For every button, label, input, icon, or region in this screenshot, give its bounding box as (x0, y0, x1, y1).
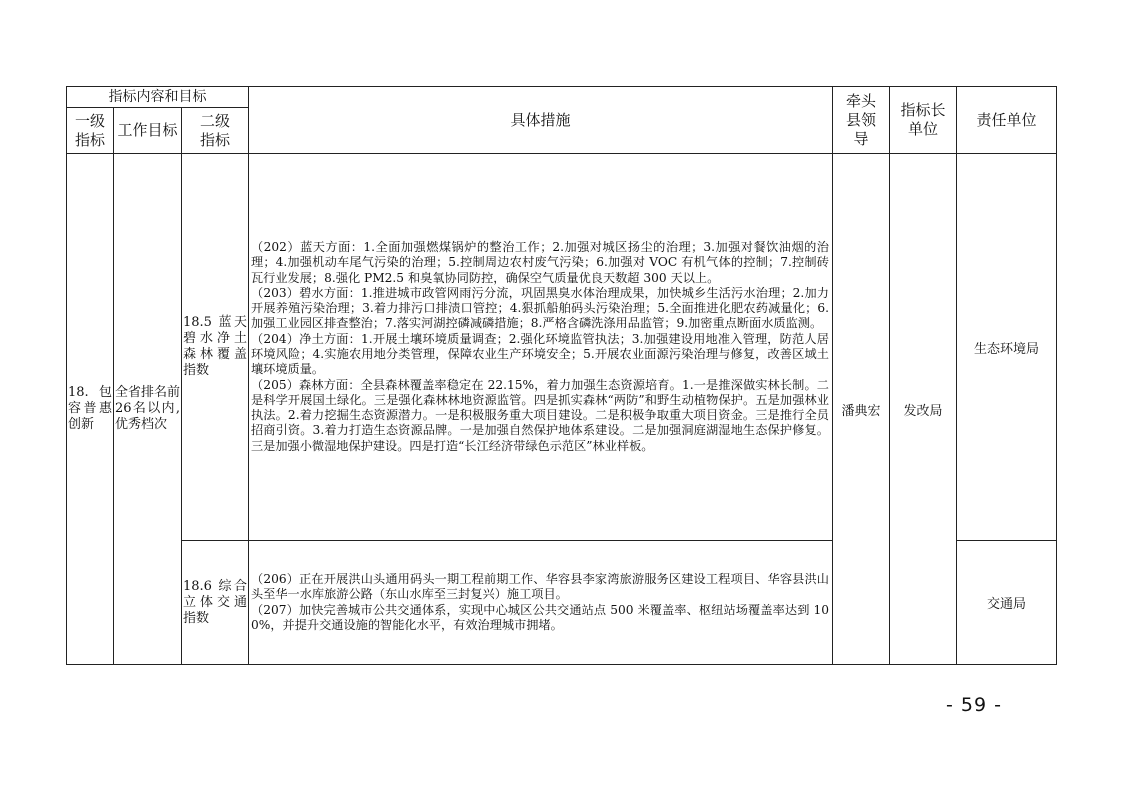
header-resp: 责任单位 (957, 87, 1057, 154)
header-level2-text: 二级指标 (199, 111, 230, 149)
measure-paragraph: （205）森林方面：全县森林覆盖率稳定在 22.15%，着力加强生态资源培育。1.一是推深做实林长制。二是科学开展国土绿化。三是强化森林林地资源监管。四是抓实森林“两防”和野生动植物保护。五是加强林业执法。2.着力挖掘生态资源潜力。一是积极服务重大项目建设。二是积极争取重大项目资金。三是推行全员招商引资。3.着力打造生态资源品牌。一是加强自然保护地体系建设。二是加强洞庭湖湿地生态保护修复。三是加强小微湿地保护建设。四是打造“长江经济带绿色示范区”林业样板。 (251, 377, 829, 453)
item-level2: 18.6 综合立体交通指数 (182, 541, 249, 665)
header-leader-text: 牵头县领导 (845, 91, 876, 148)
indicator-table (66, 86, 1057, 665)
header-level1-text: 一级指标 (74, 111, 105, 149)
header-level1 (67, 108, 114, 154)
row-leader: 潘典宏 (833, 154, 890, 665)
measure-paragraph: （202）蓝天方面：1.全面加强燃煤锅炉的整治工作；2.加强对城区扬尘的治理；3.加强对餐饮油烟的治理；4.加强机动车尾气污染的治理；5.控制周边农村废气污染；6.加强对 VOC 有机气体的控制；7.控制砖瓦行业发展；8.强化 PM2.5 和臭氧协同防控，确保空气质量优良天数超 300 天以上。 (251, 239, 829, 285)
item-level2: 18.5 蓝天碧水净土森林覆盖指数 (182, 154, 249, 541)
row-goal: 全省排名前26名以内,优秀档次 (114, 154, 182, 665)
row-owner: 发改局 (890, 154, 957, 665)
item-resp: 生态环境局 (957, 154, 1057, 541)
header-owner (890, 87, 957, 154)
item-measures (249, 154, 833, 541)
header-leader (833, 87, 890, 154)
page-number: - 59 - (946, 694, 1002, 716)
item-resp: 交通局 (957, 541, 1057, 665)
measure-paragraph: （204）净土方面：1.开展土壤环境质量调查；2.强化环境监管执法；3.加强建设用地准入管理，防范人居环境风险；4.实施农用地分类管理，保障农业生产环境安全；5.开展农业面源污染治理与修复，改善区域土壤环境质量。 (251, 331, 829, 377)
header-owner-text: 指标长单位 (900, 101, 946, 138)
measure-paragraph: （206）正在开展洪山头通用码头一期工程前期工作、华容县李家湾旅游服务区建设工程项目、华容县洪山头至华一水库旅游公路（东山水库至三封复兴）施工项目。 (251, 571, 829, 602)
header-measures: 具体措施 (249, 87, 833, 154)
header-group: 指标内容和目标 (67, 87, 249, 108)
item-measures (249, 541, 833, 665)
measure-paragraph: （207）加快完善城市公共交通体系，实现中心城区公共交通站点 500 米覆盖率、枢纽站场覆盖率达到 100%，并提升交通设施的智能化水平，有效治理城市拥堵。 (251, 602, 829, 632)
header-goal: 工作目标 (114, 108, 182, 154)
row-level1: 18.包容普惠创新 (67, 154, 114, 665)
measure-paragraph: （203）碧水方面：1.推进城市政管网雨污分流，巩固黑臭水体治理成果，加快城乡生活污水治理；2.加力开展养殖污染治理；3.着力排污口排渍口管控；4.狠抓船舶码头污染治理；5.全面推进化肥农药减量化；6.加强工业园区排查整治；7.落实河湖控磷减磷措施；8.严格含磷洗涤用品监管；9.加密重点断面水质监测。 (251, 285, 829, 331)
header-level2 (182, 108, 249, 154)
